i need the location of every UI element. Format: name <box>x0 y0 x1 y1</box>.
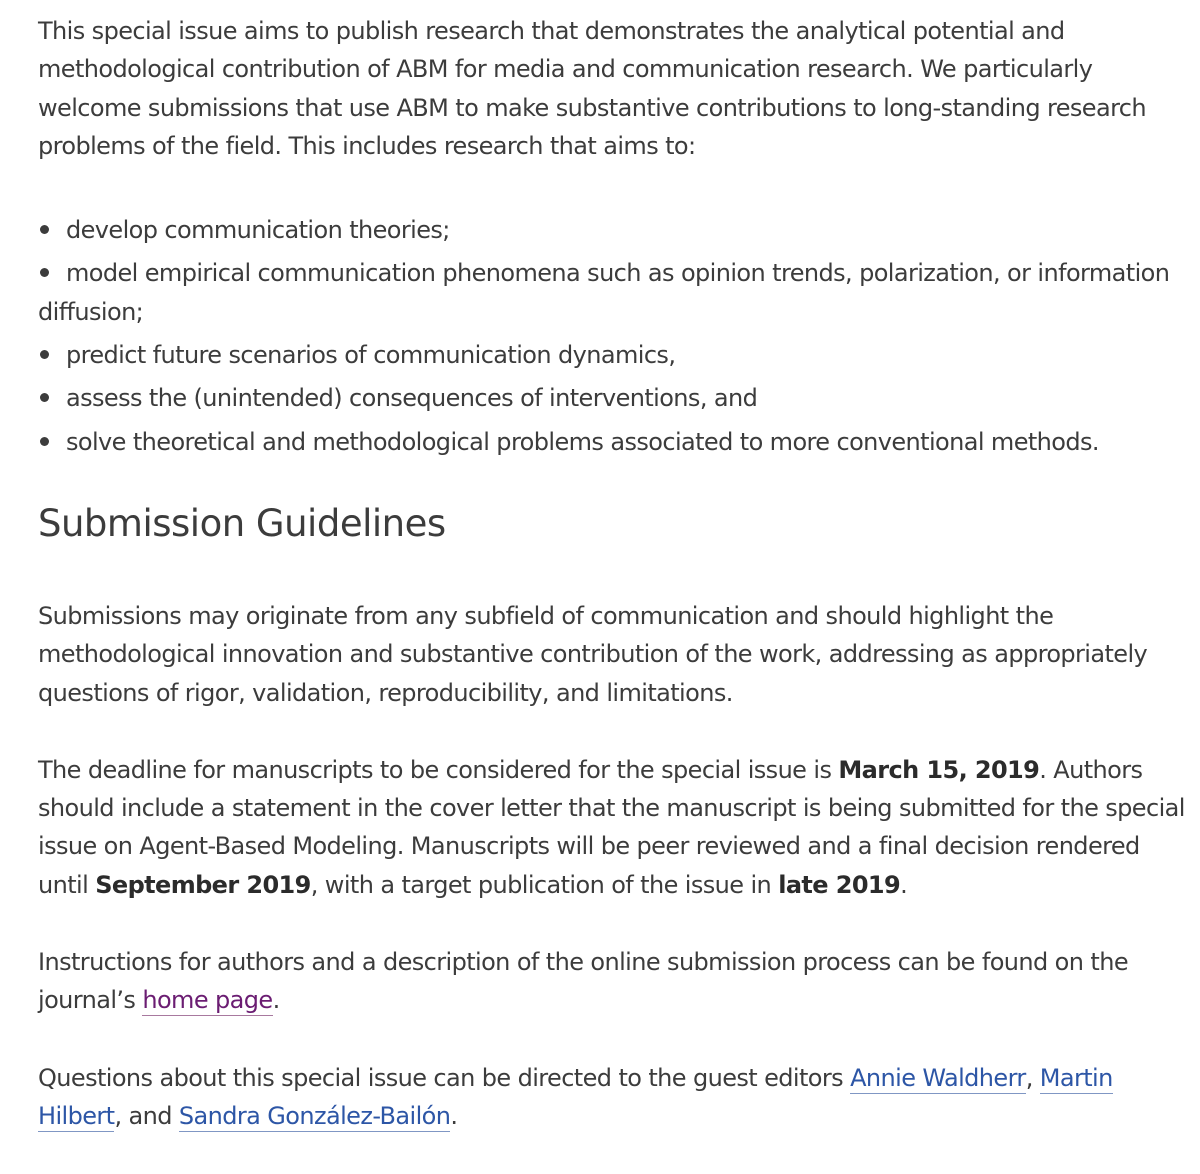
questions-end: . <box>450 1101 458 1130</box>
separator-text: , and <box>114 1101 179 1130</box>
list-item-text: assess the (unintended) consequences of interventions, and <box>66 384 758 413</box>
instructions-paragraph <box>38 943 1188 1020</box>
guidelines-paragraph: Submissions may originate from any subfield of communication and should highlight the methodological innovation and substantive contribution of the work, addressing as appropriately questions of rigor, validation, reproducibility, and limitations. <box>38 601 1148 707</box>
list-item <box>38 211 1188 249</box>
separator-text: , <box>1025 1063 1040 1092</box>
deadline-text: The deadline for manuscripts to be considered for the special issue is <box>38 755 839 784</box>
section-heading: Submission Guidelines <box>38 501 446 545</box>
deadline-text: . Authors should include a statement in the cover letter that the manuscript is being submitted for the special issue on Agent-Based Modeling. Manuscripts will be peer reviewed and a final decision rendered until <box>38 755 1185 899</box>
editor-link-sandra-gonzalez-bailon[interactable]: Sandra González-Bailón <box>178 1101 451 1130</box>
deadline-text: , with a target publication of the issue in <box>310 870 779 899</box>
deadline-date: March 15, 2019 <box>838 755 1040 784</box>
publication-date: late 2019 <box>778 870 901 899</box>
article-body <box>38 12 1188 1174</box>
deadline-text: . <box>900 870 908 899</box>
editor-link-martin-hilbert[interactable]: Martin Hilbert <box>38 1063 1113 1130</box>
bullet-icon <box>40 393 49 402</box>
list-item <box>38 336 1188 374</box>
list-item-text: predict future scenarios of communication dynamics, <box>66 341 676 370</box>
bullet-icon <box>40 268 49 277</box>
list-item-text: solve theoretical and methodological problems associated to more conventional methods. <box>66 427 1099 456</box>
list-item <box>38 379 1188 417</box>
bullet-icon <box>40 350 49 359</box>
deadline-paragraph <box>38 751 1188 904</box>
bullet-icon <box>40 437 49 446</box>
questions-text: Questions about this special issue can be directed to the guest editors <box>38 1063 851 1092</box>
list-item <box>38 254 1188 331</box>
instructions-end: . <box>272 986 280 1015</box>
intro-paragraph: This special issue aims to publish research that demonstrates the analytical potential and methodological contribution of ABM for media and communication research. We particularly welcome submissions that use ABM to make substantive contributions to long-standing research problems of the field. This includes research that aims to: <box>38 17 1147 160</box>
list-item-text: model empirical communication phenomena such as opinion trends, polarization, or information diffusion; <box>38 259 1170 326</box>
home-page-link[interactable]: home page <box>142 986 273 1015</box>
instructions-text: Instructions for authors and a description of the online submission process can be found on the journal’s <box>38 948 1128 1015</box>
bullet-icon <box>40 225 49 234</box>
list-item-text: develop communication theories; <box>66 216 450 245</box>
decision-date: September 2019 <box>95 870 311 899</box>
questions-paragraph <box>38 1059 1188 1136</box>
aims-list <box>38 211 1188 461</box>
editor-link-annie-waldherr[interactable]: Annie Waldherr <box>850 1063 1026 1092</box>
list-item <box>38 423 1188 461</box>
